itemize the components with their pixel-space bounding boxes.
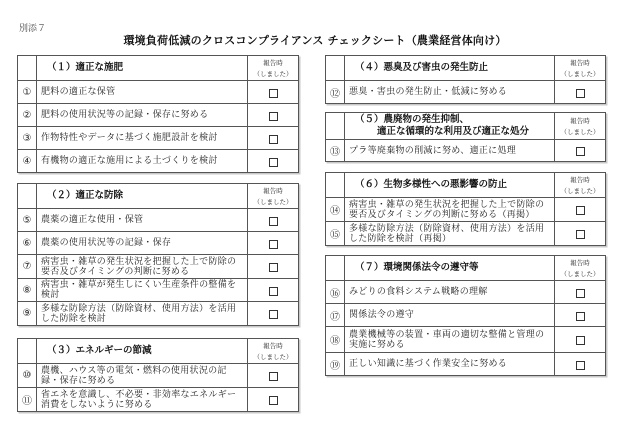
item-text: 正しい知識に基づく作業安全に努める (345, 353, 555, 376)
checklist-row (326, 327, 606, 353)
checkbox[interactable] (269, 89, 278, 98)
item-number: ⑲ (326, 353, 345, 376)
header-blank-cell (18, 184, 37, 209)
checkbox[interactable] (269, 240, 278, 249)
item-text: 関係法令の遵守 (345, 304, 555, 327)
report-header-line1: 報告時 (570, 116, 590, 125)
report-header-line1: 報告時 (570, 58, 590, 67)
item-text: 肥料の使用状況等の記録・保存に努める (37, 104, 248, 127)
item-number: ⑩ (18, 364, 37, 388)
report-column-header (555, 256, 606, 281)
item-text: 病害虫・雑草の発生状況を把握した上で防除の要否及びタイミングの判断に努める（再掲） (345, 198, 555, 222)
item-number: ⑱ (326, 327, 345, 353)
checklist-row (326, 81, 606, 104)
checkbox[interactable] (269, 396, 278, 405)
checklist-row (18, 127, 299, 150)
section-2-table (17, 183, 299, 326)
checklist-row (18, 279, 299, 302)
item-text: 肥料の適正な保管 (37, 81, 248, 104)
section-heading: （３）エネルギーの節減 (37, 339, 248, 364)
checkbox[interactable] (269, 135, 278, 144)
checklist-row (18, 302, 299, 326)
report-header-line1: 報告時 (263, 341, 283, 350)
report-column-header (248, 56, 299, 81)
checklist-row (18, 232, 299, 255)
report-header-line1: 報告時 (570, 258, 590, 267)
checkbox[interactable] (576, 89, 585, 98)
item-text: 農薬の使用状況等の記録・保存 (37, 232, 248, 255)
report-column-header (248, 339, 299, 364)
checklist-row (18, 104, 299, 127)
item-text: 多様な防除方法（防除資材、使用方法）を活用した防除を検討（再掲） (345, 222, 555, 246)
checkbox[interactable] (269, 217, 278, 226)
checkbox[interactable] (576, 336, 585, 345)
report-header-line1: 報告時 (263, 58, 283, 67)
checklist-row (326, 222, 606, 246)
item-number: ⑥ (18, 232, 37, 255)
checklist-row (18, 81, 299, 104)
checkbox[interactable] (576, 147, 585, 156)
checklist-row (326, 353, 606, 376)
report-column-header (248, 184, 299, 209)
checklist-row (18, 364, 299, 388)
header-blank-cell (18, 56, 37, 81)
item-number: ⑯ (326, 281, 345, 304)
checkbox[interactable] (269, 263, 278, 272)
checkbox[interactable] (576, 289, 585, 298)
checkbox[interactable] (269, 287, 278, 296)
report-column-header (555, 173, 606, 198)
item-number: ⑨ (18, 302, 37, 326)
item-text: 多様な防除方法（防除資材、使用方法）を活用した防除を検討 (37, 302, 248, 326)
header-blank-cell (326, 113, 345, 140)
report-header-line2: （しました） (560, 127, 600, 136)
item-number: ⑮ (326, 222, 345, 246)
item-number: ⑦ (18, 255, 37, 279)
section-heading: （６）生物多様性への悪影響の防止 (345, 173, 555, 198)
item-number: ① (18, 81, 37, 104)
item-number: ⑫ (326, 81, 345, 104)
checkbox[interactable] (269, 158, 278, 167)
header-blank-cell (18, 339, 37, 364)
report-header-line2: （しました） (560, 269, 600, 278)
checklist-row (18, 209, 299, 232)
checklist-row (326, 281, 606, 304)
item-text: 病害虫・雑草の発生状況を把握した上で防除の要否及びタイミングの判断に努める (37, 255, 248, 279)
section-5-table (325, 112, 606, 162)
item-text: 農薬の適正な使用・保管 (37, 209, 248, 232)
item-number: ⑪ (18, 388, 37, 412)
item-text: 悪臭・害虫の発生防止・低減に努める (345, 81, 555, 104)
header-blank-cell (326, 256, 345, 281)
section-heading (345, 113, 555, 140)
item-number: ③ (18, 127, 37, 150)
item-text: 省エネを意識し、不必要・非効率なエネルギー消費をしないように努める (37, 388, 248, 412)
checklist-row (18, 255, 299, 279)
report-header-line1: 報告時 (263, 186, 283, 195)
item-number: ⑰ (326, 304, 345, 327)
checkbox[interactable] (269, 372, 278, 381)
report-header-line2: （しました） (560, 186, 600, 195)
header-blank-cell (326, 56, 345, 81)
section-heading: （１）適正な施肥 (37, 56, 248, 81)
report-column-header (555, 113, 606, 140)
checkbox[interactable] (269, 310, 278, 319)
checklist-row (326, 198, 606, 222)
report-header-line2: （しました） (253, 197, 293, 206)
section-heading-line1: （５）農廃物の発生抑制、 (355, 114, 470, 125)
item-text: みどりの食料システム戦略の理解 (345, 281, 555, 304)
report-header-line2: （しました） (560, 69, 600, 78)
item-text: 農機、ハウス等の電気・燃料の使用状況の記録・保存に努める (37, 364, 248, 388)
checkbox[interactable] (576, 312, 585, 321)
section-heading: （４）悪臭及び害虫の発生防止 (345, 56, 555, 81)
item-number: ④ (18, 150, 37, 173)
checklist-row (18, 150, 299, 173)
item-number: ⑧ (18, 279, 37, 302)
report-header-line1: 報告時 (570, 175, 590, 184)
section-1-table (17, 55, 299, 173)
item-text: 農業機械等の装置・車両の適切な整備と管理の実施に努める (345, 327, 555, 353)
item-text: 作物特性やデータに基づく施肥設計を検討 (37, 127, 248, 150)
report-header-line2: （しました） (253, 69, 293, 78)
item-text: 有機物の適正な施用による土づくりを検討 (37, 150, 248, 173)
item-number: ⑭ (326, 198, 345, 222)
checkbox[interactable] (576, 206, 585, 215)
checklist-row (18, 388, 299, 412)
section-6-table (325, 172, 606, 246)
section-3-table (17, 338, 299, 412)
checkbox[interactable] (576, 361, 585, 370)
item-text: 病害虫・雑草が発生しにくい生産条件の整備を検討 (37, 279, 248, 302)
item-text: プラ等廃棄物の削減に努め、適正に処理 (345, 140, 555, 162)
report-header-line2: （しました） (253, 352, 293, 361)
report-column-header (555, 56, 606, 81)
checkbox[interactable] (269, 112, 278, 121)
section-4-table (325, 55, 606, 104)
header-blank-cell (326, 173, 345, 198)
checklist-row (326, 304, 606, 327)
item-number: ② (18, 104, 37, 127)
page-title: 環境負荷低減のクロスコンプライアンス チェックシート（農業経営体向け） (123, 34, 507, 47)
section-heading: （７）環境関係法令の遵守等 (345, 256, 555, 281)
section-7-table (325, 255, 606, 376)
checkbox[interactable] (576, 230, 585, 239)
item-number: ⑤ (18, 209, 37, 232)
section-heading: （２）適正な防除 (37, 184, 248, 209)
checklist-row (326, 140, 606, 162)
attachment-label: 別添７ (19, 24, 47, 34)
item-number: ⑬ (326, 140, 345, 162)
section-heading-line2: 適正な循環的な利用及び適正な処分 (377, 126, 530, 137)
